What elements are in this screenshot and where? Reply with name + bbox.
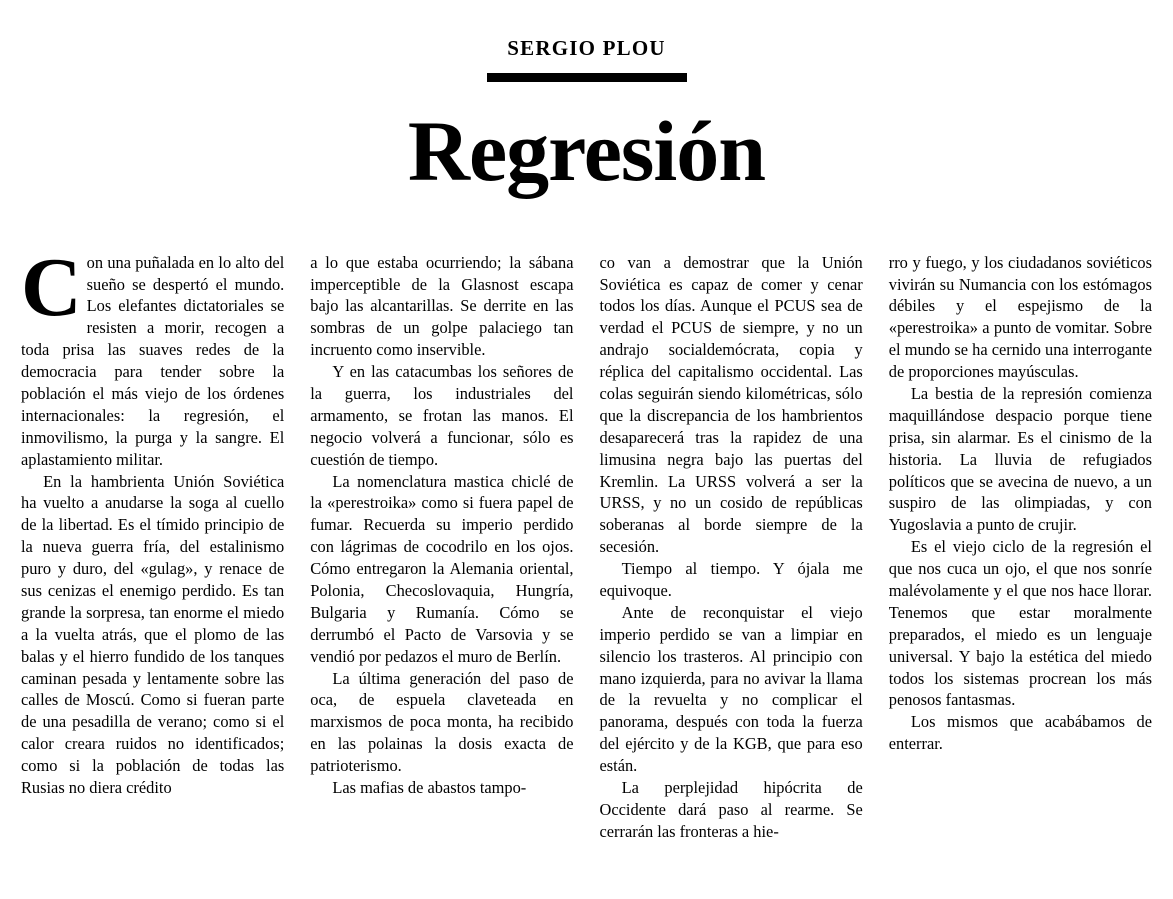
paragraph: La última generación del paso de oca, de espuela claveteada en marxismos de poca monta, ha recibido en las polainas la dosis exacta de patrioterismo. (310, 668, 574, 776)
article-column-3 (587, 252, 876, 843)
paragraph: Es el viejo ciclo de la regresión el que nos cuca un ojo, el que nos sonríe malévolamente y el que nos hace llorar. Tenemos que estar moralmente preparados, el miedo es un lenguaje universal. Y bajo la estética del miedo todos los sistemas procrean los más penosos fantasmas. (888, 537, 1152, 710)
paragraph: Tiempo al tiempo. Y ójala me equivoque. (599, 559, 863, 600)
page-title: Regresión (407, 103, 766, 199)
paragraph (21, 240, 285, 471)
article-column-4 (876, 252, 1165, 843)
paragraph: La bestia de la represión comienza maquillándose despacio porque tiene prisa, sin alarmar. Es el cinismo de la historia. La lluvia de refugiados políticos que se avecina de nuevo, a un suspiro de las olimpiadas, y con Yugoslavia a punto de crujir. (888, 383, 1152, 535)
paragraph: Los mismos que acabábamos de enterrar. (888, 712, 1152, 754)
paragraph: rro y fuego, y los ciudadanos soviéticos vivirán su Numancia con los estómagos débiles y el espejismo de la «perestroika» a punto de vomitar. Sobre el mundo se ha cernido una interrogante de proporciones mayúsculas. (888, 252, 1152, 382)
paragraph: La nomenclatura mastica chiclé de la «perestroika» como si fuera papel de fumar. Recuerda su imperio perdido con lágrimas de cocodrilo en los ojos. Cómo entregaron la Alemania oriental, Polonia, Checoslovaquia, Hungría, Bulgaria y Rumanía. Cómo se derrumbó el Pacto de Varsovia y se vendió por pedazos el muro de Berlín. (310, 471, 574, 666)
article-column-1 (8, 240, 297, 843)
article-page (0, 36, 1173, 899)
drop-cap: C (21, 240, 82, 334)
byline-rule (487, 73, 687, 82)
paragraph-text: on una puñalada en lo alto del sueño se despertó el mundo. Los elefantes dictatoriales se resisten a morir, recogen a toda prisa las suaves redes de la democracia para tender sobre la población el más viejo de los órdenes internacionales: la regresión, el inmovilismo, la purga y la sangre. El aplastamiento militar. (21, 252, 285, 469)
paragraph: Y en las catacumbas los señores de la guerra, los industriales del armamento, se frotan las manos. El negocio volverá a funcionar, sólo es cuestión de tiempo. (310, 362, 574, 469)
article-column-2 (297, 252, 586, 843)
paragraph: Ante de reconquistar el viejo imperio perdido se van a limpiar en silencio los trasteros. Al principio con mano izquierda, para no avivar la llama de la revuelta y no complicar el panorama, después con toda la fuerza del ejército y de la KGB, que para eso están. (599, 602, 863, 776)
paragraph: co van a demostrar que la Unión Soviética es capaz de comer y cenar todos los días. Aunque el PCUS sea de verdad el PCUS de siempre, y no un andrajo socialdemócrata, copia y réplica del capitalismo occidental. Las colas seguirán siendo kilométricas, sólo que la discrepancia de los hambrientos desaparecerá tras la rapidez de una limusina negra bajo las puertas del Kremlin. La URSS volverá a ser la URSS, y no un cosido de repúblicas soberanas al borde siempre de la secesión. (599, 252, 863, 557)
paragraph: La perplejidad hipócrita de Occidente dará paso al rearme. Se cerrarán las fronteras a hie- (599, 777, 863, 841)
article-byline: SERGIO PLOU (507, 36, 666, 60)
paragraph: a lo que estaba ocurriendo; la sábana imperceptible de la Glasnost escapa bajo las alcantarillas. Se derrite en las sombras de un golpe palaciego tan incruento como inservible. (310, 252, 574, 360)
paragraph: En la hambrienta Unión Soviética ha vuelto a anudarse la soga al cuello de la libertad. Es el tímido principio de la nueva guerra fría, del estalinismo puro y duro, del «gulag», y renace de sus cenizas el enemigo perdido. Es tan grande la sorpresa, tan enorme el miedo a la vuelta atrás, que el plomo de las balas y el hierro fundido de los tanques caminan pesada y lentamente sobre las calles de Moscú. Como si fueran parte de una pesadilla de verano; como si el calor creara ruidos no identificados; como si la población de todas las Rusias no diera crédito (21, 471, 285, 797)
paragraph: Las mafias de abastos tampo- (332, 777, 527, 797)
article-columns (0, 240, 1173, 843)
